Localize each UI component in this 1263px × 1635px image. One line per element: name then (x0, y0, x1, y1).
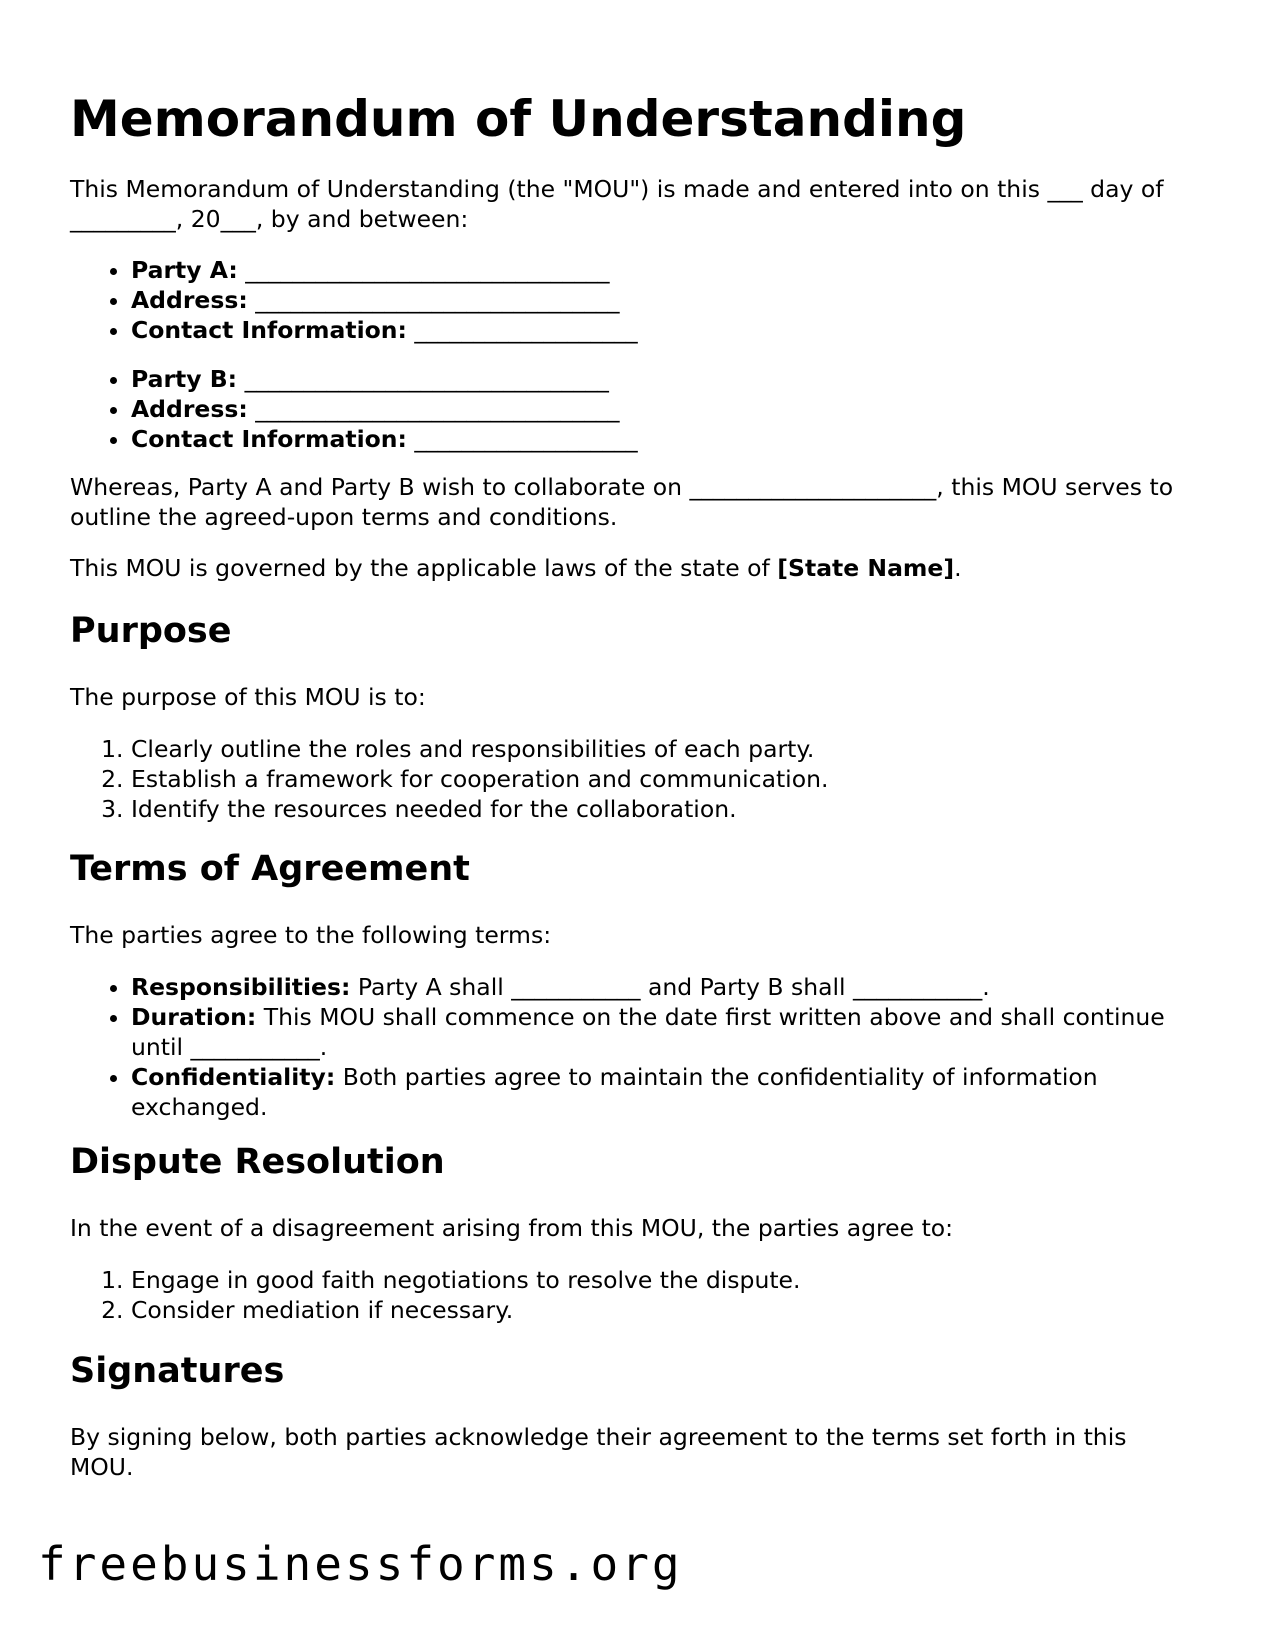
purpose-list (70, 734, 1195, 824)
list-item: 1. Engage in good faith negotiations to resolve the dispute. (131, 1265, 1195, 1295)
field-label: Contact Information: (131, 316, 407, 344)
list-item (131, 255, 1195, 285)
term-text: Both parties agree to maintain the confidentiality of information exchanged. (131, 1063, 1098, 1121)
list-item: 1. Clearly outline the roles and responsibilities of each party. (131, 734, 1195, 764)
state-name: [State Name] (777, 554, 955, 582)
term-label: Responsibilities: (131, 973, 351, 1001)
fill-in-blank[interactable]: ___________________ (406, 316, 638, 344)
list-item: 3. Identify the resources needed for the collaboration. (131, 794, 1195, 824)
dispute-heading: Dispute Resolution (70, 1142, 445, 1182)
party-b-list (70, 364, 1195, 454)
signatures-heading: Signatures (70, 1351, 285, 1391)
fill-in-blank[interactable]: _______________________________ (247, 395, 620, 423)
list-item (131, 972, 1195, 1002)
list-item (131, 394, 1195, 424)
field-label: Address: (131, 395, 248, 423)
field-label: Party B: (131, 365, 238, 393)
governing-law-paragraph (70, 553, 1195, 583)
list-item: 2. Consider mediation if necessary. (131, 1295, 1195, 1325)
list-item (131, 364, 1195, 394)
list-item (131, 424, 1195, 454)
purpose-heading: Purpose (70, 611, 232, 651)
fill-in-blank[interactable]: _______________________________ (247, 286, 620, 314)
governing-law-end: . (954, 554, 962, 582)
governing-law-text: This MOU is governed by the applicable laws of the state of (70, 554, 778, 582)
term-label: Confidentiality: (131, 1063, 336, 1091)
document-title: Memorandum of Understanding (70, 90, 967, 148)
term-label: Duration: (131, 1003, 257, 1031)
fill-in-blank[interactable]: ___________________ (406, 425, 638, 453)
terms-heading: Terms of Agreement (70, 849, 470, 889)
list-item (131, 1002, 1195, 1062)
list-item (131, 285, 1195, 315)
list-item (131, 315, 1195, 345)
field-label: Contact Information: (131, 425, 407, 453)
dispute-list (70, 1265, 1195, 1325)
term-text: Party A shall ___________ and Party B shall ___________. (350, 973, 990, 1001)
fill-in-blank[interactable]: _______________________________ (237, 256, 610, 284)
field-label: Party A: (131, 256, 238, 284)
term-text: This MOU shall commence on the date first written above and shall continue until ___________. (131, 1003, 1165, 1061)
purpose-intro: The purpose of this MOU is to: (70, 683, 426, 711)
field-label: Address: (131, 286, 248, 314)
terms-intro: The parties agree to the following terms: (70, 921, 552, 949)
dispute-intro: In the event of a disagreement arising from this MOU, the parties agree to: (70, 1214, 954, 1242)
list-item: 2. Establish a framework for cooperation and communication. (131, 764, 1195, 794)
terms-list (70, 972, 1195, 1122)
watermark-text: freebusinessforms.org (38, 1537, 683, 1591)
intro-paragraph: This Memorandum of Understanding (the "MOU") is made and entered into on this ___ day of _________, 20___, by and between: (70, 175, 1164, 233)
fill-in-blank[interactable]: _______________________________ (237, 365, 609, 393)
whereas-paragraph: Whereas, Party A and Party B wish to collaborate on _____________________, this MOU serves to outline the agreed-upon terms and conditions. (70, 473, 1174, 531)
signatures-paragraph: By signing below, both parties acknowledge their agreement to the terms set forth in this MOU. (70, 1423, 1127, 1481)
party-a-list (70, 255, 1195, 345)
list-item (131, 1062, 1195, 1122)
